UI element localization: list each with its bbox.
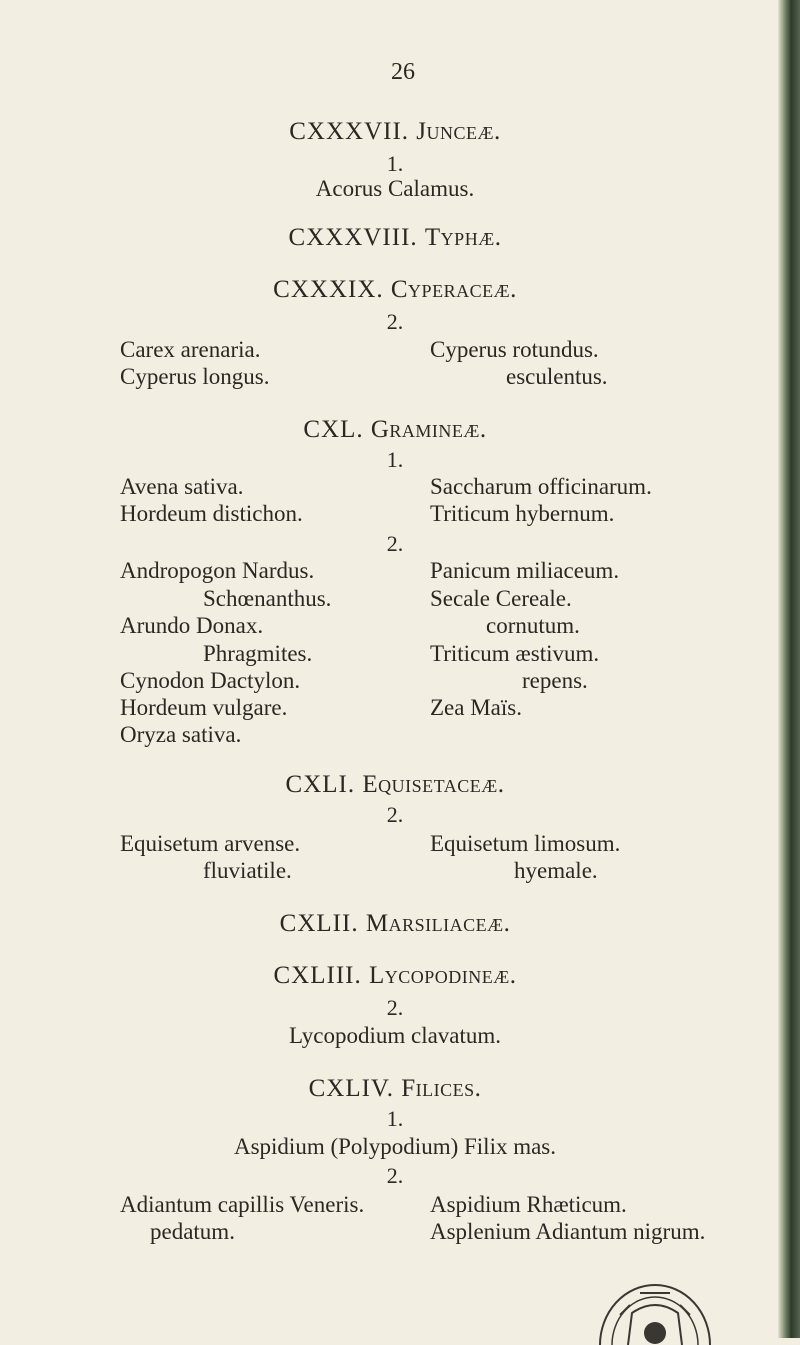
species-entry: Andropogon Nardus.	[120, 558, 315, 583]
section-heading: CXLII. Marsiliaceæ.	[279, 910, 511, 937]
species-entry: Schœnanthus.	[203, 586, 332, 611]
species-entry: Saccharum officinarum.	[430, 474, 652, 499]
section-heading: CXLI. Equisetaceæ.	[285, 771, 505, 798]
species-entry: Cyperus rotundus.	[430, 337, 599, 362]
species-entry: repens.	[522, 668, 588, 693]
species-entry: pedatum.	[150, 1219, 235, 1244]
species-entry: cornutum.	[486, 613, 580, 638]
section-heading: CXL. Gramineæ.	[303, 416, 487, 443]
species-entry: Carex arenaria.	[120, 337, 261, 362]
species-entry: Secale Cereale.	[430, 586, 572, 611]
section-heading: CXXXIX. Cyperaceæ.	[273, 276, 517, 303]
species-entry: Panicum miliaceum.	[430, 558, 620, 583]
species-entry: hyemale.	[514, 858, 598, 883]
group-label: 2.	[386, 995, 404, 1020]
group-label: 1.	[386, 447, 404, 472]
species-entry: Aspidium Rhæticum.	[430, 1192, 627, 1217]
species-entry: Equisetum arvense.	[120, 831, 301, 856]
species-entry: Cyperus longus.	[120, 364, 270, 389]
species-entry: Triticum hybernum.	[430, 501, 615, 526]
species-entry: Oryza sativa.	[120, 722, 242, 747]
species-entry: Adiantum capillis Veneris.	[120, 1192, 365, 1217]
species-entry: fluviatile.	[203, 858, 292, 883]
library-stamp-icon	[590, 1275, 720, 1345]
page-number: 26	[391, 59, 415, 85]
section-heading: CXXXVII. Junceæ.	[289, 118, 501, 145]
species-entry: Phragmites.	[203, 641, 313, 666]
species-entry: Zea Maïs.	[430, 695, 522, 720]
species-entry: Hordeum distichon.	[120, 501, 303, 526]
species-entry: Triticum æstivum.	[430, 641, 600, 666]
species-entry: Acorus Calamus.	[315, 176, 475, 201]
species-entry: Cynodon Dactylon.	[120, 668, 301, 693]
group-label: 2.	[386, 1163, 404, 1188]
group-label: 1.	[386, 151, 404, 176]
section-heading: CXXXVIII. Typhæ.	[288, 224, 502, 251]
group-label: 2.	[386, 531, 404, 556]
species-entry: Avena sativa.	[120, 474, 244, 499]
species-entry: Hordeum vulgare.	[120, 695, 288, 720]
group-label: 2.	[386, 802, 404, 827]
group-label: 2.	[386, 309, 404, 334]
group-label: 1.	[386, 1106, 404, 1131]
section-heading: CXLIII. Lycopodineæ.	[273, 962, 517, 989]
page-edge	[778, 0, 800, 1338]
species-entry: Asplenium Adiantum nigrum.	[430, 1219, 706, 1244]
species-entry: Lycopodium clavatum.	[288, 1023, 502, 1048]
species-entry: Aspidium (Polypodium) Filix mas.	[233, 1134, 557, 1159]
species-entry: Equisetum limosum.	[430, 831, 621, 856]
section-heading: CXLIV. Filices.	[308, 1075, 482, 1102]
species-entry: Arundo Donax.	[120, 613, 264, 638]
species-entry: esculentus.	[506, 364, 608, 389]
